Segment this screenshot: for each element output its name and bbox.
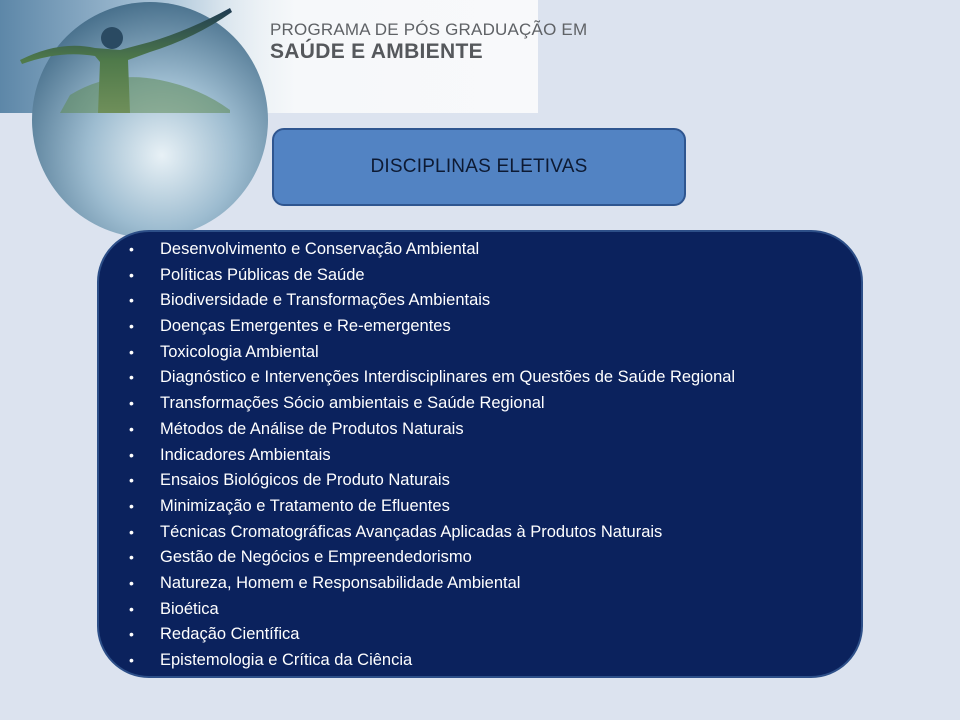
- bullet-icon: •: [129, 446, 134, 463]
- list-item-label: Políticas Públicas de Saúde: [160, 265, 365, 284]
- list-item: [99, 597, 735, 623]
- disciplines-panel: [97, 230, 863, 678]
- list-item: [99, 622, 735, 648]
- bullet-icon: •: [129, 472, 134, 489]
- globe-person-logo: [0, 0, 270, 113]
- list-item: [99, 648, 735, 674]
- page-title: DISCIPLINAS ELETIVAS: [370, 156, 588, 177]
- list-item: [99, 571, 735, 597]
- bullet-icon: •: [129, 266, 134, 283]
- list-item-label: Toxicologia Ambiental: [160, 342, 319, 361]
- bullet-icon: •: [129, 241, 134, 257]
- list-item: [99, 545, 735, 571]
- list-item: [99, 417, 735, 443]
- bullet-icon: •: [129, 626, 134, 643]
- disciplines-list: [99, 237, 735, 674]
- list-item-label: Natureza, Homem e Responsabilidade Ambiental: [160, 573, 521, 592]
- bullet-icon: •: [129, 369, 134, 386]
- list-item: [99, 263, 735, 289]
- list-item: [99, 520, 735, 546]
- list-item-label: Redação Científica: [160, 625, 300, 644]
- list-item-label: Desenvolvimento e Conservação Ambiental: [160, 240, 480, 258]
- bullet-icon: •: [129, 343, 134, 360]
- list-item-label: Gestão de Negócios e Empreendedorismo: [160, 548, 472, 567]
- list-item-label: Transformações Sócio ambientais e Saúde Regional: [160, 394, 545, 413]
- list-item-label: Biodiversidade e Transformações Ambientais: [160, 291, 491, 310]
- header-banner: [0, 0, 588, 113]
- bullet-icon: •: [129, 420, 134, 437]
- bullet-icon: •: [129, 395, 134, 412]
- list-item: [99, 365, 735, 391]
- list-item-label: Minimização e Tratamento de Efluentes: [160, 496, 450, 515]
- bullet-icon: •: [129, 292, 134, 309]
- program-name: SAÚDE E AMBIENTE: [270, 40, 483, 63]
- list-item: [99, 443, 735, 469]
- list-item-label: Epistemologia e Crítica da Ciência: [160, 651, 413, 669]
- title-box: [272, 128, 686, 206]
- list-item-label: Bioética: [160, 599, 219, 618]
- list-item: [99, 288, 735, 314]
- list-item: [99, 468, 735, 494]
- list-item-label: Técnicas Cromatográficas Avançadas Aplicadas à Produtos Naturais: [160, 522, 663, 541]
- bullet-icon: •: [129, 318, 134, 335]
- bullet-icon: •: [129, 652, 134, 668]
- list-item-label: Indicadores Ambientais: [160, 445, 331, 464]
- list-item: [99, 314, 735, 340]
- bullet-icon: •: [129, 497, 134, 514]
- bullet-icon: •: [129, 574, 134, 591]
- bullet-icon: •: [129, 600, 134, 617]
- list-item: [99, 237, 735, 263]
- list-item-label: Diagnóstico e Intervenções Interdisciplinares em Questões de Saúde Regional: [160, 368, 736, 387]
- list-item: [99, 494, 735, 520]
- list-item-label: Doenças Emergentes e Re-emergentes: [160, 317, 451, 336]
- bullet-icon: •: [129, 549, 134, 566]
- list-item: [99, 391, 735, 417]
- list-item: [99, 340, 735, 366]
- list-item-label: Ensaios Biológicos de Produto Naturais: [160, 471, 450, 490]
- list-item-label: Métodos de Análise de Produtos Naturais: [160, 419, 464, 438]
- program-label: PROGRAMA DE PÓS GRADUAÇÃO EM: [270, 20, 588, 39]
- bullet-icon: •: [129, 523, 134, 540]
